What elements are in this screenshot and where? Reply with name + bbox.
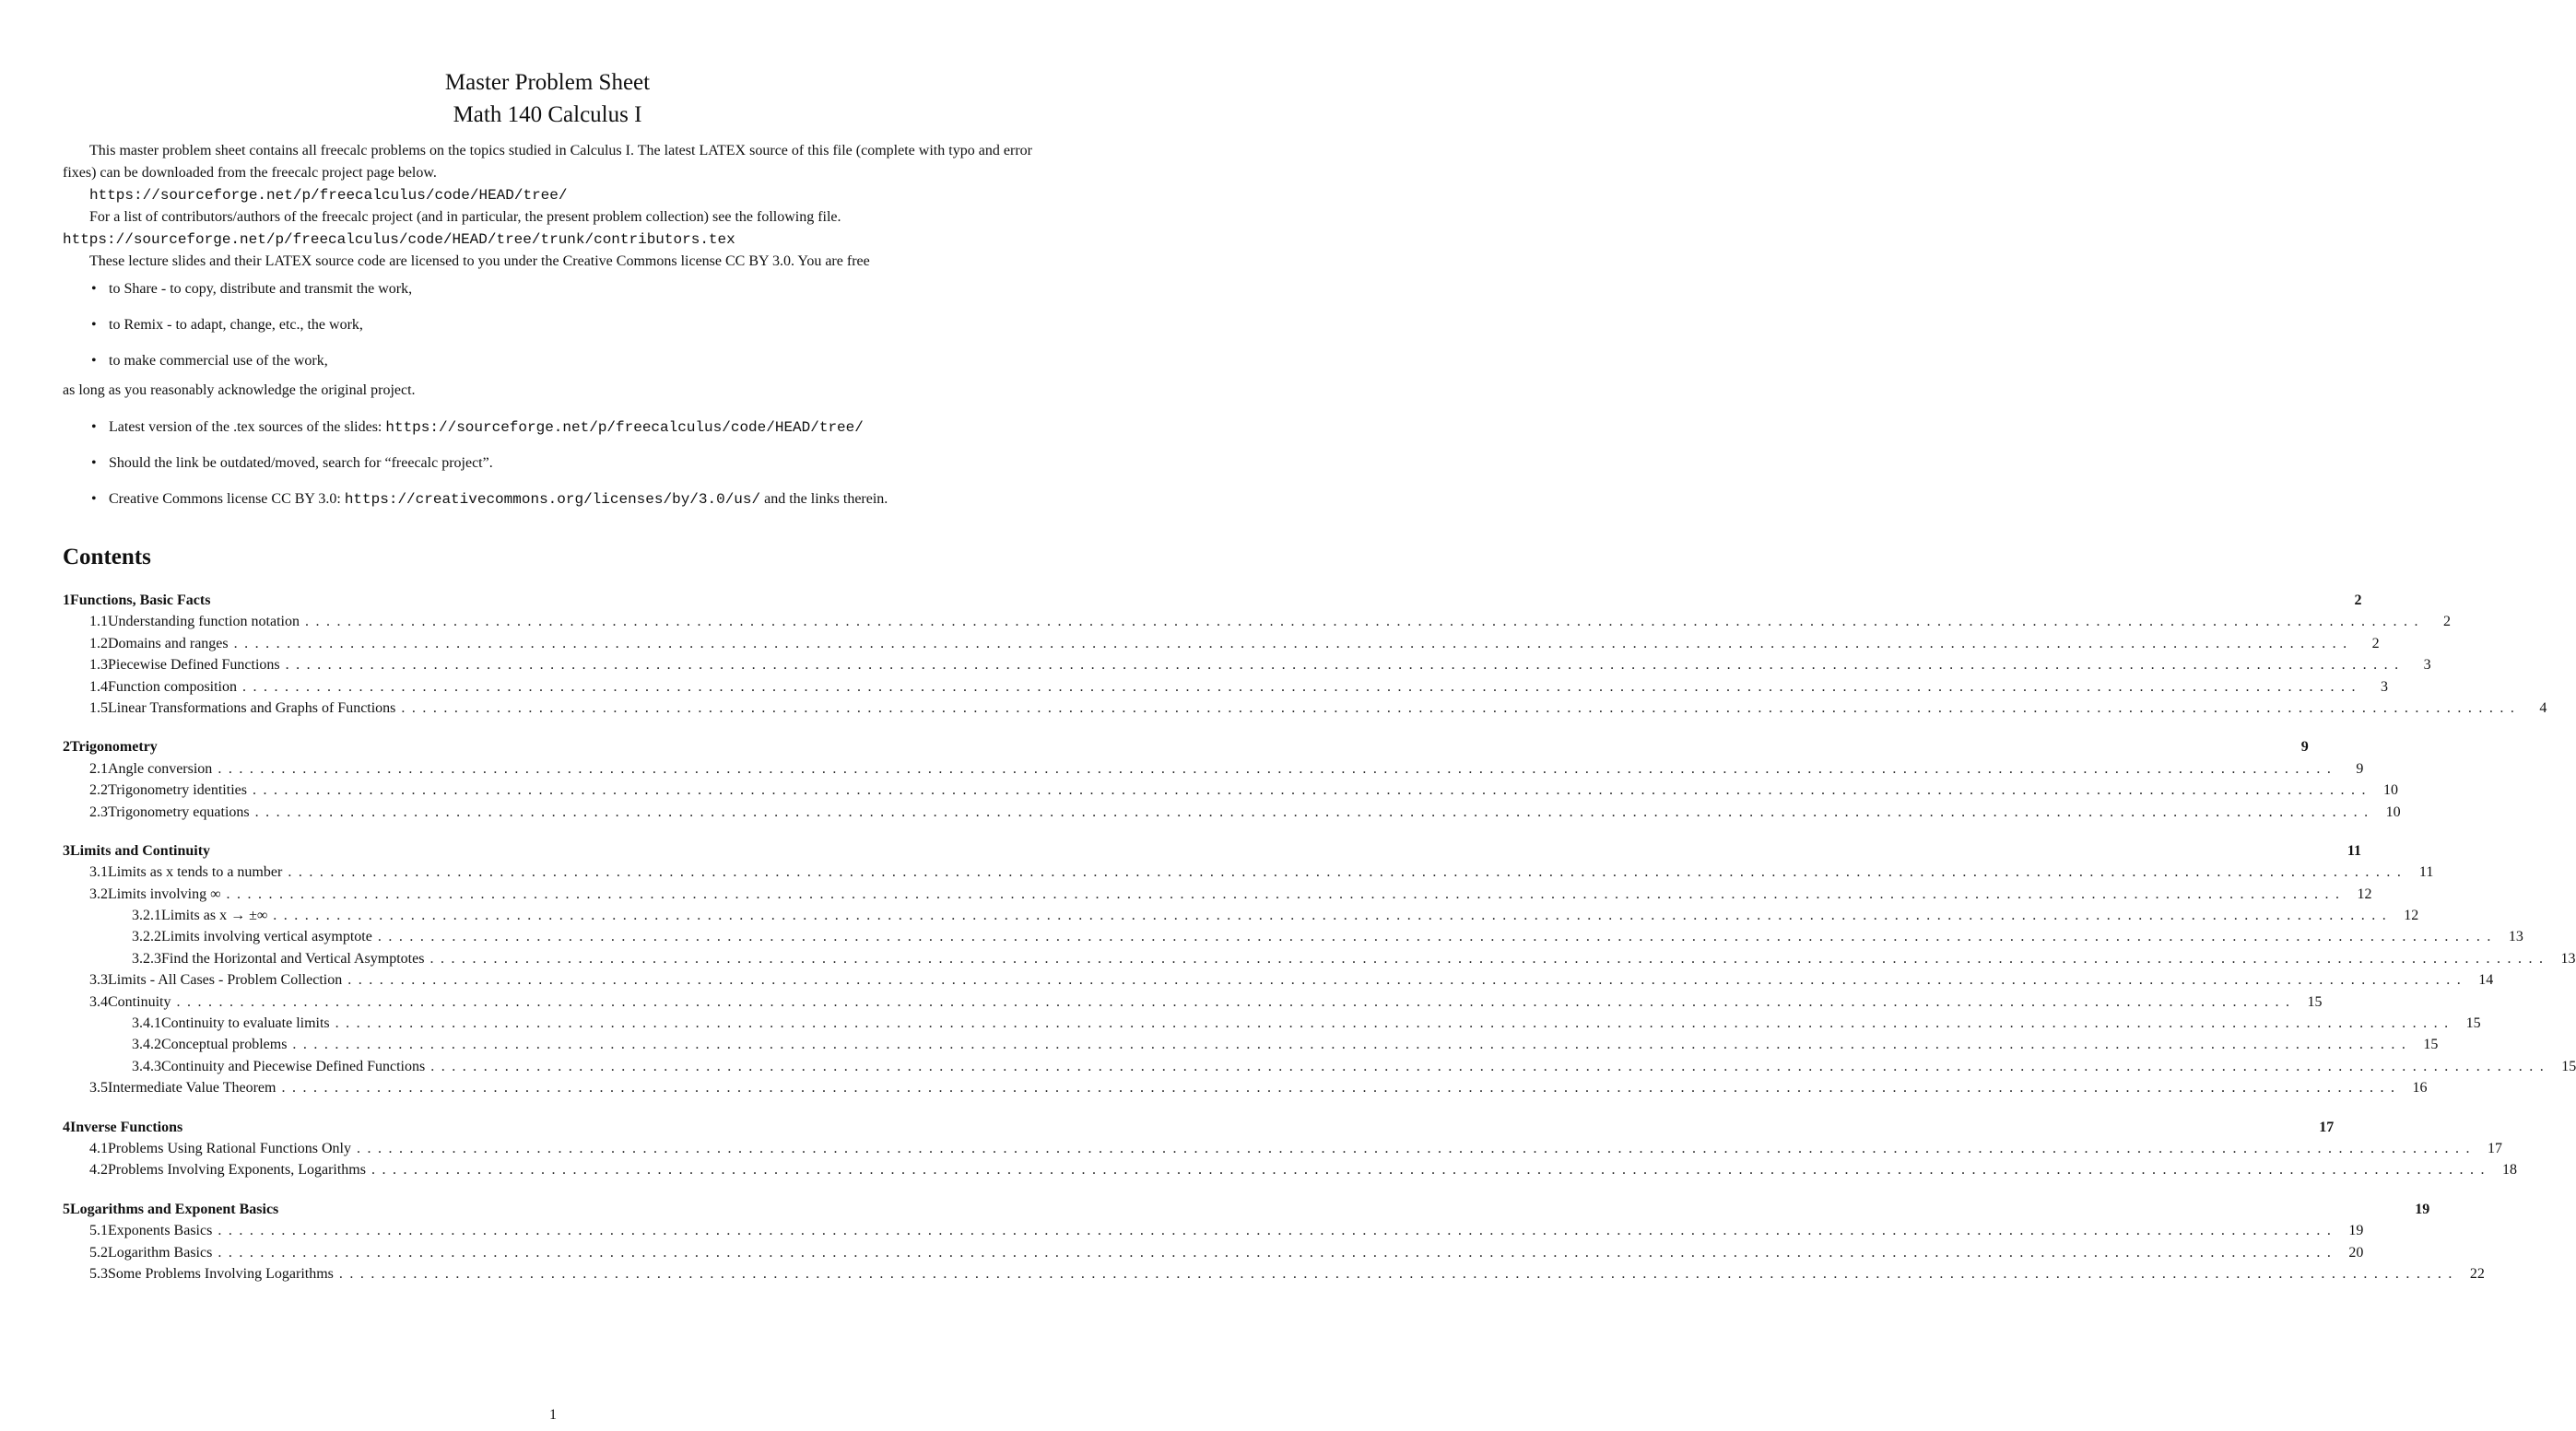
toc-number: 2 (63, 739, 70, 756)
toc-number: 3.2 (89, 886, 108, 902)
toc-dot-leader: ........................................................................................................................................................................................................ (218, 1223, 2338, 1239)
toc-title[interactable]: Trigonometry identities (108, 782, 247, 799)
toc-subsection-row[interactable] (63, 1159, 2517, 1180)
toc-number: 5.2 (89, 1244, 108, 1261)
toc-number: 3.4 (89, 993, 108, 1010)
toc-title[interactable]: Angle conversion (108, 760, 213, 777)
toc-dot-leader: ........................................................................................................................................................................................................ (371, 1162, 2491, 1179)
toc-number: 3.4.2 (132, 1037, 161, 1053)
toc-page-number[interactable]: 13 (2560, 950, 2576, 967)
toc-page-number[interactable]: 9 (2356, 760, 2364, 777)
toc-dot-leader: ........................................................................................................................................................................................................ (338, 1265, 2459, 1282)
toc-number: 3.4.3 (132, 1058, 161, 1074)
toc-section-block (63, 590, 2547, 719)
toc-number: 1 (63, 592, 70, 608)
license-tail: and the links therein. (764, 491, 888, 507)
toc-title[interactable]: Domains and ranges (108, 635, 229, 651)
table-of-contents (63, 590, 2576, 1284)
bullet-icon: • (91, 455, 97, 471)
toc-title[interactable]: Limits involving vertical asymptote (161, 929, 372, 945)
toc-page-number[interactable]: 11 (2418, 864, 2434, 881)
toc-number: 2.1 (89, 760, 108, 777)
toc-page-number[interactable]: 14 (2478, 972, 2494, 989)
toc-page-number[interactable]: 17 (2488, 1140, 2502, 1156)
toc-title[interactable]: Functions, Basic Facts (70, 592, 211, 608)
toc-number: 3.5 (89, 1080, 108, 1097)
bullet-icon: • (91, 491, 97, 507)
license-link[interactable]: https://creativecommons.org/licenses/by/3.0/us/ (344, 491, 761, 508)
toc-dot-leader: ........................................................................................................................................................................................................ (347, 972, 2468, 989)
toc-title[interactable]: Trigonometry (70, 739, 158, 756)
license-item (63, 488, 1032, 510)
document-page (63, 0, 2576, 1302)
toc-page-number[interactable]: 17 (2319, 1119, 2335, 1135)
toc-subsection-row[interactable] (63, 884, 2372, 905)
contents-heading: Contents (63, 545, 151, 569)
toc-number: 4.1 (89, 1140, 108, 1156)
toc-subsection-row[interactable] (63, 802, 2401, 823)
outdated-link-item (63, 452, 1032, 475)
intro-url-1[interactable] (63, 184, 1032, 206)
toc-number: 1.1 (89, 614, 108, 630)
bullet-icon: • (91, 281, 97, 297)
toc-title[interactable]: Problems Using Rational Functions Only (108, 1140, 351, 1156)
toc-number: 1.3 (89, 657, 108, 674)
toc-dot-leader: ........................................................................................................................................................................................................ (377, 929, 2498, 945)
toc-page-number[interactable]: 3 (2381, 678, 2388, 695)
toc-dot-leader: ........................................................................................................................................................................................................ (281, 1080, 2402, 1097)
title-line-1: Master Problem Sheet (444, 70, 651, 95)
toc-page-number[interactable]: 12 (2357, 886, 2372, 902)
toc-section-row[interactable] (63, 1199, 2430, 1220)
toc-title[interactable]: Function composition (108, 678, 237, 695)
document-title (63, 66, 1032, 131)
toc-title[interactable]: Find the Horizontal and Vertical Asymptotes (161, 950, 425, 967)
outdated-link-text: Should the link be outdated/moved, search for “freecalc project”. (109, 455, 493, 471)
toc-section-row[interactable] (63, 590, 2362, 611)
toc-title[interactable]: Limits as x tends to a number (108, 864, 283, 881)
toc-subsection-row[interactable] (63, 611, 2451, 632)
toc-title[interactable]: Linear Transformations and Graphs of Functions (108, 699, 396, 716)
toc-title[interactable]: Continuity to evaluate limits (161, 1015, 330, 1032)
title-line-2: Math 140 Calculus I (453, 102, 642, 127)
toc-page-number[interactable]: 13 (2508, 929, 2523, 945)
toc-page-number[interactable]: 2 (2354, 592, 2362, 608)
toc-number: 3.1 (89, 864, 108, 881)
toc-page-number[interactable]: 18 (2501, 1162, 2517, 1179)
toc-title[interactable]: Limits - All Cases - Problem Collection (108, 972, 343, 989)
toc-title[interactable]: Inverse Functions (70, 1119, 183, 1135)
toc-subsection-row[interactable] (63, 654, 2431, 675)
toc-number: 3.4.1 (132, 1015, 161, 1032)
toc-page-number[interactable]: 15 (2307, 993, 2323, 1010)
intro-paragraph-1: This master problem sheet contains all freecalc problems on the topics studied in Calculus I. The latest LATEX source of this file (complete with typo and error fixes) can be downloaded from the freecalc project page below. (63, 143, 1032, 181)
toc-dot-leader: ........................................................................................................................................................................................................ (254, 803, 2375, 820)
toc-subsubsection-row[interactable] (63, 1056, 2576, 1077)
toc-page-number[interactable]: 19 (2415, 1201, 2430, 1217)
toc-number: 1.5 (89, 699, 108, 716)
toc-page-number[interactable]: 15 (2423, 1037, 2439, 1053)
toc-page-number[interactable]: 16 (2412, 1080, 2428, 1097)
toc-number: 2.2 (89, 782, 108, 799)
toc-dot-leader: ........................................................................................................................................................................................................ (430, 1058, 2551, 1074)
latest-version-item (63, 416, 1032, 439)
toc-section-row[interactable] (63, 1117, 2335, 1138)
toc-title[interactable]: Limits involving ∞ (108, 886, 221, 902)
toc-number: 3.2.3 (132, 950, 161, 967)
toc-dot-leader: ........................................................................................................................................................................................................ (401, 699, 2522, 716)
freedoms-list (63, 278, 1032, 372)
toc-page-number[interactable]: 2 (2371, 635, 2380, 651)
toc-subsection-row[interactable] (63, 1263, 2485, 1284)
toc-dot-leader: ........................................................................................................................................................................................................ (357, 1140, 2476, 1156)
toc-page-number[interactable]: 11 (2347, 842, 2362, 859)
toc-section-block (63, 736, 2401, 823)
toc-title[interactable]: Continuity (108, 993, 171, 1010)
toc-number: 5 (63, 1201, 70, 1217)
toc-page-number[interactable]: 10 (2382, 782, 2398, 799)
toc-number: 4 (63, 1119, 70, 1135)
freedom-text: to Share - to copy, distribute and transmit the work, (109, 281, 413, 297)
toc-title[interactable]: Trigonometry equations (108, 803, 250, 820)
toc-title[interactable]: Limits as x → ±∞ (161, 908, 268, 924)
toc-section-block (63, 1117, 2517, 1181)
toc-title[interactable]: Continuity and Piecewise Defined Functions (161, 1058, 426, 1074)
toc-subsection-row[interactable] (63, 758, 2364, 780)
toc-dot-leader: ........................................................................................................................................................................................................ (242, 678, 2362, 695)
toc-dot-leader: ........................................................................................................................................................................................................ (218, 760, 2338, 777)
toc-subsection-row[interactable] (63, 676, 2388, 698)
freedom-item (63, 278, 1032, 300)
toc-subsubsection-row[interactable] (63, 1034, 2439, 1055)
toc-page-number[interactable]: 20 (2348, 1244, 2364, 1261)
toc-section-row[interactable] (63, 840, 2362, 862)
toc-dot-leader: ........................................................................................................................................................................................................ (429, 950, 2550, 967)
intro-paragraph-3: These lecture slides and their LATEX source code are licensed to you under the Creative Commons license CC BY 3.0. You are free (89, 253, 870, 269)
latest-version-label: Latest version of the .tex sources of the slides: (109, 419, 382, 435)
toc-dot-leader: ........................................................................................................................................................................................................ (252, 782, 2372, 799)
toc-dot-leader: ........................................................................................................................................................................................................ (226, 886, 2347, 902)
toc-subsubsection-row[interactable] (63, 905, 2419, 926)
toc-page-number[interactable]: 2 (2442, 614, 2451, 630)
toc-dot-leader: ........................................................................................................................................................................................................ (273, 908, 2394, 924)
toc-number: 3.2.1 (132, 908, 161, 924)
freedom-text: to Remix - to adapt, change, etc., the work, (109, 317, 363, 333)
freedom-item (63, 350, 1032, 372)
toc-dot-leader: ........................................................................................................................................................................................................ (176, 993, 2297, 1010)
toc-number: 3.3 (89, 972, 108, 989)
toc-dot-leader: ........................................................................................................................................................................................................ (304, 614, 2425, 630)
toc-title[interactable]: Understanding function notation (108, 614, 300, 630)
license-label: Creative Commons license CC BY 3.0: (109, 491, 341, 507)
toc-dot-leader: ........................................................................................................................................................................................................ (335, 1015, 2455, 1032)
bullet-icon: • (91, 317, 97, 333)
toc-subsubsection-row[interactable] (63, 926, 2523, 947)
toc-title[interactable]: Piecewise Defined Functions (108, 657, 280, 674)
toc-subsection-row[interactable] (63, 969, 2494, 991)
toc-dot-leader: ........................................................................................................................................................................................................ (292, 1037, 2413, 1053)
toc-number: 5.3 (89, 1265, 108, 1282)
toc-page-number[interactable]: 4 (2539, 699, 2547, 716)
toc-number: 3 (63, 842, 70, 859)
latest-version-link[interactable]: https://sourceforge.net/p/freecalculus/code/HEAD/tree/ (385, 419, 864, 436)
toc-section-block (63, 1199, 2485, 1285)
toc-number: 4.2 (89, 1162, 108, 1179)
toc-subsection-row[interactable] (63, 1242, 2364, 1263)
bullet-icon: • (91, 353, 97, 369)
toc-dot-leader: ........................................................................................................................................................................................................ (288, 864, 2408, 881)
toc-number: 3.2.2 (132, 929, 161, 945)
freedom-item (63, 314, 1032, 336)
toc-subsection-row[interactable] (63, 862, 2434, 883)
bullet-icon: • (91, 419, 97, 435)
toc-subsection-row[interactable] (63, 1077, 2428, 1098)
toc-number: 1.4 (89, 678, 108, 695)
toc-number: 1.2 (89, 635, 108, 651)
toc-page-number[interactable]: 15 (2561, 1058, 2576, 1074)
intro-paragraph-4: as long as you reasonably acknowledge the original project. (63, 382, 416, 398)
toc-subsubsection-row[interactable] (63, 948, 2576, 969)
page-number: 1 (549, 1407, 557, 1423)
contributors-url-link[interactable]: https://sourceforge.net/p/freecalculus/code/HEAD/tree/trunk/contributors.tex (63, 231, 735, 248)
toc-dot-leader: ........................................................................................................................................................................................................ (285, 657, 2405, 674)
toc-title[interactable]: Problems Involving Exponents, Logarithms (108, 1162, 366, 1179)
toc-title[interactable]: Exponents Basics (108, 1223, 213, 1239)
toc-subsection-row[interactable] (63, 991, 2323, 1013)
toc-subsubsection-row[interactable] (63, 1013, 2481, 1034)
toc-number: 5.1 (89, 1223, 108, 1239)
toc-page-number[interactable]: 12 (2404, 908, 2419, 924)
toc-section-block (63, 840, 2576, 1099)
links-list (63, 416, 1032, 510)
toc-title[interactable]: Conceptual problems (161, 1037, 288, 1053)
intro-url-2[interactable] (63, 229, 1032, 251)
toc-title[interactable]: Logarithm Basics (108, 1244, 213, 1261)
toc-page-number[interactable]: 19 (2348, 1223, 2364, 1239)
toc-dot-leader: ........................................................................................................................................................................................................ (233, 635, 2354, 651)
toc-page-number[interactable]: 15 (2465, 1015, 2481, 1032)
source-url-link[interactable]: https://sourceforge.net/p/freecalculus/code/HEAD/tree/ (89, 187, 568, 204)
toc-number: 2.3 (89, 803, 108, 820)
toc-subsection-row[interactable] (63, 633, 2380, 654)
toc-title[interactable]: Some Problems Involving Logarithms (108, 1265, 334, 1282)
toc-page-number[interactable]: 10 (2385, 803, 2401, 820)
toc-subsection-row[interactable] (63, 780, 2398, 801)
toc-page-number[interactable]: 9 (2300, 739, 2309, 756)
toc-subsection-row[interactable] (63, 1138, 2502, 1159)
freedom-text: to make commercial use of the work, (109, 353, 328, 369)
toc-subsection-row[interactable] (63, 698, 2547, 719)
toc-section-row[interactable] (63, 736, 2309, 757)
intro-paragraph-2: For a list of contributors/authors of the freecalc project (and in particular, the present problem collection) see the following file. (89, 209, 841, 225)
toc-title[interactable]: Intermediate Value Theorem (108, 1080, 276, 1097)
toc-page-number[interactable]: 3 (2423, 657, 2431, 674)
toc-page-number[interactable]: 22 (2469, 1265, 2485, 1282)
toc-title[interactable]: Logarithms and Exponent Basics (70, 1201, 279, 1217)
toc-title[interactable]: Limits and Continuity (70, 842, 211, 859)
toc-dot-leader: ........................................................................................................................................................................................................ (218, 1244, 2338, 1261)
toc-subsection-row[interactable] (63, 1220, 2364, 1241)
